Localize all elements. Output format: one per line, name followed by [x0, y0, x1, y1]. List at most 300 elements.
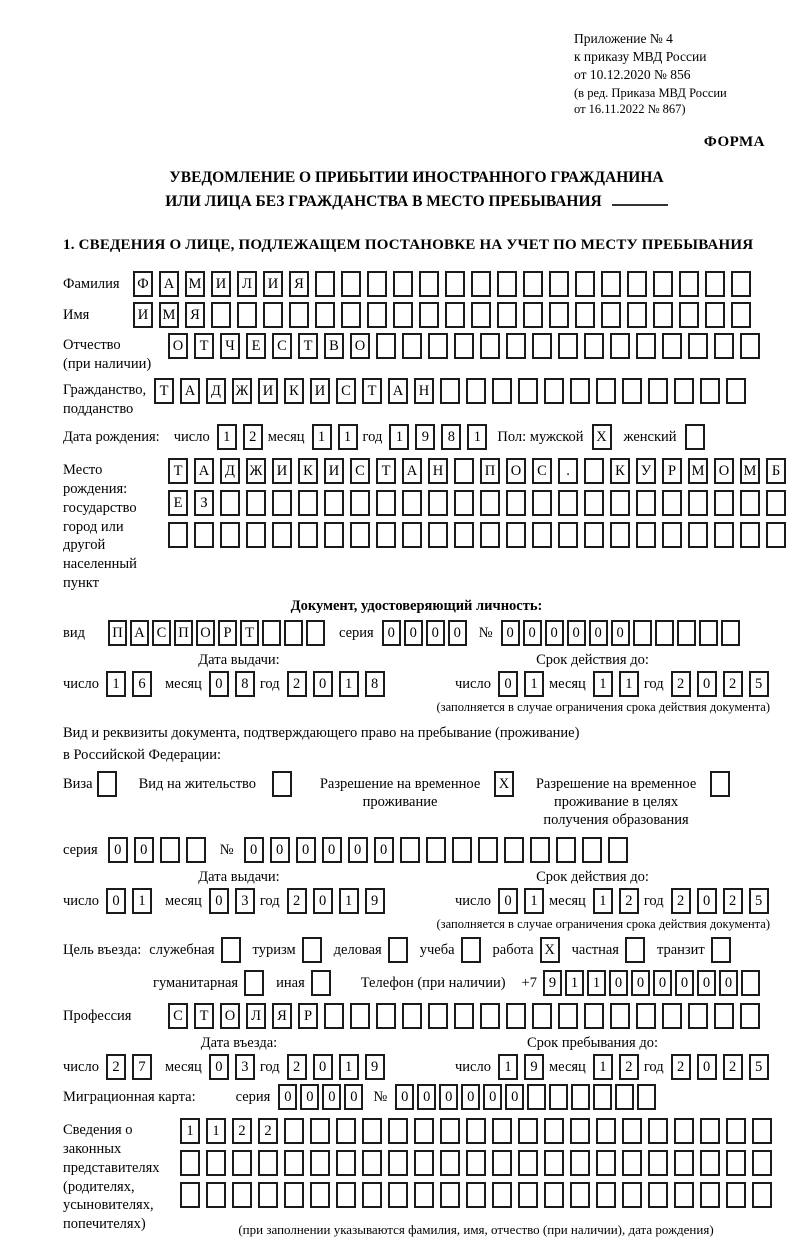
char-cell[interactable]: [480, 1003, 500, 1029]
char-cell[interactable]: С: [272, 333, 292, 359]
char-cell[interactable]: Т: [298, 333, 318, 359]
char-cell[interactable]: [518, 1182, 538, 1208]
char-cell[interactable]: [544, 1118, 564, 1144]
char-cell[interactable]: [367, 271, 387, 297]
char-cell[interactable]: [454, 522, 474, 548]
purpose-study-checkbox[interactable]: [461, 937, 481, 963]
char-cell[interactable]: [471, 271, 491, 297]
char-cell[interactable]: 0: [296, 837, 316, 863]
char-cell[interactable]: [518, 1118, 538, 1144]
char-cell[interactable]: [584, 1003, 604, 1029]
char-cell[interactable]: Т: [194, 333, 214, 359]
char-cell[interactable]: 0: [501, 620, 520, 646]
char-cell[interactable]: [388, 1182, 408, 1208]
char-cell[interactable]: Е: [246, 333, 266, 359]
char-cell[interactable]: [523, 302, 543, 328]
char-cell[interactable]: 5: [749, 1054, 769, 1080]
char-cell[interactable]: [310, 1118, 330, 1144]
char-cell[interactable]: 2: [232, 1118, 252, 1144]
char-cell[interactable]: 9: [543, 970, 562, 996]
char-cell[interactable]: 0: [134, 837, 154, 863]
char-cell[interactable]: [376, 333, 396, 359]
char-cell[interactable]: [246, 522, 266, 548]
char-cell[interactable]: [766, 522, 786, 548]
char-cell[interactable]: [315, 302, 335, 328]
char-cell[interactable]: О: [714, 458, 734, 484]
purpose-tourism-checkbox[interactable]: [302, 937, 322, 963]
char-cell[interactable]: [206, 1182, 226, 1208]
char-cell[interactable]: [168, 522, 188, 548]
char-cell[interactable]: [556, 837, 576, 863]
char-cell[interactable]: [284, 1182, 304, 1208]
char-cell[interactable]: 1: [593, 888, 613, 914]
char-cell[interactable]: 0: [653, 970, 672, 996]
char-cell[interactable]: 0: [313, 671, 333, 697]
char-cell[interactable]: [714, 1003, 734, 1029]
char-cell[interactable]: [610, 333, 630, 359]
char-cell[interactable]: [428, 490, 448, 516]
char-cell[interactable]: [622, 1118, 642, 1144]
char-cell[interactable]: [636, 1003, 656, 1029]
char-cell[interactable]: [544, 1150, 564, 1176]
char-cell[interactable]: [518, 378, 538, 404]
char-cell[interactable]: [627, 302, 647, 328]
char-cell[interactable]: [544, 378, 564, 404]
char-cell[interactable]: 0: [567, 620, 586, 646]
char-cell[interactable]: С: [350, 458, 370, 484]
char-cell[interactable]: [362, 1150, 382, 1176]
char-cell[interactable]: [610, 522, 630, 548]
char-cell[interactable]: [648, 1182, 668, 1208]
char-cell[interactable]: [674, 1150, 694, 1176]
char-cell[interactable]: 0: [498, 888, 518, 914]
char-cell[interactable]: М: [740, 458, 760, 484]
char-cell[interactable]: М: [159, 302, 179, 328]
char-cell[interactable]: А: [402, 458, 422, 484]
char-cell[interactable]: [492, 1118, 512, 1144]
char-cell[interactable]: [674, 1118, 694, 1144]
char-cell[interactable]: [393, 271, 413, 297]
char-cell[interactable]: И: [133, 302, 153, 328]
char-cell[interactable]: 0: [697, 1054, 717, 1080]
char-cell[interactable]: А: [130, 620, 149, 646]
char-cell[interactable]: 0: [244, 837, 264, 863]
char-cell[interactable]: У: [636, 458, 656, 484]
char-cell[interactable]: [740, 522, 760, 548]
char-cell[interactable]: О: [506, 458, 526, 484]
char-cell[interactable]: [428, 333, 448, 359]
char-cell[interactable]: [232, 1182, 252, 1208]
char-cell[interactable]: [428, 1003, 448, 1029]
char-cell[interactable]: И: [310, 378, 330, 404]
char-cell[interactable]: 7: [132, 1054, 152, 1080]
purpose-private-checkbox[interactable]: [625, 937, 645, 963]
char-cell[interactable]: 0: [426, 620, 445, 646]
temp-residence-checkbox[interactable]: X: [494, 771, 514, 797]
char-cell[interactable]: [454, 333, 474, 359]
char-cell[interactable]: 1: [524, 671, 544, 697]
char-cell[interactable]: [180, 1150, 200, 1176]
char-cell[interactable]: [452, 837, 472, 863]
char-cell[interactable]: [336, 1150, 356, 1176]
char-cell[interactable]: П: [108, 620, 127, 646]
char-cell[interactable]: [700, 378, 720, 404]
char-cell[interactable]: [648, 1118, 668, 1144]
char-cell[interactable]: [194, 522, 214, 548]
char-cell[interactable]: С: [532, 458, 552, 484]
char-cell[interactable]: [740, 490, 760, 516]
char-cell[interactable]: [688, 1003, 708, 1029]
char-cell[interactable]: [336, 1118, 356, 1144]
char-cell[interactable]: [454, 1003, 474, 1029]
char-cell[interactable]: [376, 522, 396, 548]
char-cell[interactable]: [466, 378, 486, 404]
char-cell[interactable]: 2: [723, 888, 743, 914]
char-cell[interactable]: [582, 837, 602, 863]
char-cell[interactable]: 0: [697, 970, 716, 996]
char-cell[interactable]: [610, 490, 630, 516]
char-cell[interactable]: 0: [374, 837, 394, 863]
char-cell[interactable]: [506, 333, 526, 359]
char-cell[interactable]: 8: [365, 671, 385, 697]
char-cell[interactable]: 1: [339, 888, 359, 914]
char-cell[interactable]: И: [263, 271, 283, 297]
char-cell[interactable]: 5: [749, 888, 769, 914]
char-cell[interactable]: [636, 490, 656, 516]
char-cell[interactable]: [523, 271, 543, 297]
char-cell[interactable]: [419, 302, 439, 328]
char-cell[interactable]: [298, 490, 318, 516]
char-cell[interactable]: [558, 490, 578, 516]
char-cell[interactable]: [596, 1150, 616, 1176]
char-cell[interactable]: [220, 490, 240, 516]
char-cell[interactable]: [740, 333, 760, 359]
char-cell[interactable]: [622, 1150, 642, 1176]
char-cell[interactable]: [596, 378, 616, 404]
char-cell[interactable]: [601, 271, 621, 297]
char-cell[interactable]: [402, 490, 422, 516]
char-cell[interactable]: П: [174, 620, 193, 646]
char-cell[interactable]: [440, 378, 460, 404]
char-cell[interactable]: Т: [240, 620, 259, 646]
char-cell[interactable]: [393, 302, 413, 328]
char-cell[interactable]: 2: [619, 1054, 639, 1080]
char-cell[interactable]: 3: [235, 1054, 255, 1080]
purpose-humanitarian-checkbox[interactable]: [244, 970, 264, 996]
char-cell[interactable]: 1: [206, 1118, 226, 1144]
char-cell[interactable]: 0: [270, 837, 290, 863]
char-cell[interactable]: [766, 490, 786, 516]
char-cell[interactable]: [341, 302, 361, 328]
char-cell[interactable]: [258, 1150, 278, 1176]
char-cell[interactable]: [466, 1150, 486, 1176]
char-cell[interactable]: [558, 1003, 578, 1029]
char-cell[interactable]: [426, 837, 446, 863]
char-cell[interactable]: [740, 1003, 760, 1029]
char-cell[interactable]: [674, 1182, 694, 1208]
char-cell[interactable]: [480, 522, 500, 548]
char-cell[interactable]: [700, 1118, 720, 1144]
purpose-business-checkbox[interactable]: [388, 937, 408, 963]
char-cell[interactable]: [584, 522, 604, 548]
char-cell[interactable]: К: [284, 378, 304, 404]
char-cell[interactable]: [298, 522, 318, 548]
char-cell[interactable]: Е: [168, 490, 188, 516]
char-cell[interactable]: 9: [365, 888, 385, 914]
char-cell[interactable]: 0: [348, 837, 368, 863]
char-cell[interactable]: [721, 620, 740, 646]
char-cell[interactable]: [532, 333, 552, 359]
char-cell[interactable]: Р: [298, 1003, 318, 1029]
char-cell[interactable]: 5: [749, 671, 769, 697]
temp-residence-education-checkbox[interactable]: [710, 771, 730, 797]
char-cell[interactable]: 0: [382, 620, 401, 646]
char-cell[interactable]: 2: [258, 1118, 278, 1144]
char-cell[interactable]: [324, 522, 344, 548]
char-cell[interactable]: [700, 1150, 720, 1176]
char-cell[interactable]: Р: [218, 620, 237, 646]
char-cell[interactable]: 2: [106, 1054, 126, 1080]
char-cell[interactable]: [596, 1182, 616, 1208]
char-cell[interactable]: П: [480, 458, 500, 484]
char-cell[interactable]: [615, 1084, 634, 1110]
char-cell[interactable]: Б: [766, 458, 786, 484]
char-cell[interactable]: [752, 1150, 772, 1176]
char-cell[interactable]: [549, 1084, 568, 1110]
char-cell[interactable]: [570, 1182, 590, 1208]
char-cell[interactable]: 2: [287, 671, 307, 697]
char-cell[interactable]: [388, 1150, 408, 1176]
char-cell[interactable]: [637, 1084, 656, 1110]
char-cell[interactable]: 0: [209, 671, 229, 697]
char-cell[interactable]: М: [688, 458, 708, 484]
char-cell[interactable]: Я: [289, 271, 309, 297]
char-cell[interactable]: [726, 1118, 746, 1144]
char-cell[interactable]: [518, 1150, 538, 1176]
char-cell[interactable]: 1: [498, 1054, 518, 1080]
char-cell[interactable]: 0: [505, 1084, 524, 1110]
char-cell[interactable]: 2: [243, 424, 263, 450]
char-cell[interactable]: [655, 620, 674, 646]
char-cell[interactable]: Я: [272, 1003, 292, 1029]
char-cell[interactable]: [549, 302, 569, 328]
char-cell[interactable]: [388, 1118, 408, 1144]
char-cell[interactable]: 0: [523, 620, 542, 646]
char-cell[interactable]: 2: [671, 671, 691, 697]
purpose-other-checkbox[interactable]: [311, 970, 331, 996]
char-cell[interactable]: 1: [565, 970, 584, 996]
char-cell[interactable]: [237, 302, 257, 328]
char-cell[interactable]: [428, 522, 448, 548]
char-cell[interactable]: 0: [313, 1054, 333, 1080]
char-cell[interactable]: И: [272, 458, 292, 484]
char-cell[interactable]: 1: [339, 671, 359, 697]
char-cell[interactable]: [752, 1118, 772, 1144]
char-cell[interactable]: 2: [671, 1054, 691, 1080]
char-cell[interactable]: [648, 378, 668, 404]
char-cell[interactable]: Ф: [133, 271, 153, 297]
char-cell[interactable]: [186, 837, 206, 863]
char-cell[interactable]: [478, 837, 498, 863]
char-cell[interactable]: [272, 490, 292, 516]
char-cell[interactable]: [440, 1182, 460, 1208]
char-cell[interactable]: [376, 1003, 396, 1029]
char-cell[interactable]: [180, 1182, 200, 1208]
char-cell[interactable]: [376, 490, 396, 516]
char-cell[interactable]: 0: [439, 1084, 458, 1110]
char-cell[interactable]: 0: [448, 620, 467, 646]
residence-permit-checkbox[interactable]: [272, 771, 292, 797]
char-cell[interactable]: [402, 333, 422, 359]
char-cell[interactable]: 1: [587, 970, 606, 996]
char-cell[interactable]: [662, 522, 682, 548]
char-cell[interactable]: [705, 302, 725, 328]
char-cell[interactable]: [527, 1084, 546, 1110]
char-cell[interactable]: [306, 620, 325, 646]
char-cell[interactable]: [402, 522, 422, 548]
char-cell[interactable]: [324, 490, 344, 516]
char-cell[interactable]: [492, 1182, 512, 1208]
char-cell[interactable]: [284, 620, 303, 646]
char-cell[interactable]: [726, 1182, 746, 1208]
char-cell[interactable]: [544, 1182, 564, 1208]
char-cell[interactable]: 0: [322, 837, 342, 863]
char-cell[interactable]: [289, 302, 309, 328]
char-cell[interactable]: [532, 522, 552, 548]
char-cell[interactable]: А: [194, 458, 214, 484]
char-cell[interactable]: [506, 490, 526, 516]
char-cell[interactable]: [653, 302, 673, 328]
char-cell[interactable]: [677, 620, 696, 646]
char-cell[interactable]: [350, 490, 370, 516]
char-cell[interactable]: 0: [344, 1084, 363, 1110]
char-cell[interactable]: [700, 1182, 720, 1208]
char-cell[interactable]: [206, 1150, 226, 1176]
char-cell[interactable]: 0: [108, 837, 128, 863]
char-cell[interactable]: [558, 522, 578, 548]
char-cell[interactable]: [480, 333, 500, 359]
char-cell[interactable]: [232, 1150, 252, 1176]
char-cell[interactable]: [480, 490, 500, 516]
char-cell[interactable]: М: [185, 271, 205, 297]
char-cell[interactable]: [160, 837, 180, 863]
char-cell[interactable]: О: [350, 333, 370, 359]
char-cell[interactable]: Н: [428, 458, 448, 484]
char-cell[interactable]: С: [152, 620, 171, 646]
char-cell[interactable]: 0: [313, 888, 333, 914]
char-cell[interactable]: [492, 378, 512, 404]
purpose-work-checkbox[interactable]: X: [540, 937, 560, 963]
char-cell[interactable]: Р: [662, 458, 682, 484]
char-cell[interactable]: [362, 1118, 382, 1144]
char-cell[interactable]: [284, 1150, 304, 1176]
char-cell[interactable]: Я: [185, 302, 205, 328]
char-cell[interactable]: [466, 1118, 486, 1144]
char-cell[interactable]: 6: [132, 671, 152, 697]
char-cell[interactable]: О: [168, 333, 188, 359]
char-cell[interactable]: [315, 271, 335, 297]
char-cell[interactable]: [350, 522, 370, 548]
char-cell[interactable]: [714, 490, 734, 516]
char-cell[interactable]: 9: [365, 1054, 385, 1080]
char-cell[interactable]: [263, 302, 283, 328]
char-cell[interactable]: О: [220, 1003, 240, 1029]
char-cell[interactable]: [570, 1150, 590, 1176]
char-cell[interactable]: 2: [723, 1054, 743, 1080]
female-checkbox[interactable]: [685, 424, 705, 450]
char-cell[interactable]: [584, 333, 604, 359]
char-cell[interactable]: [402, 1003, 422, 1029]
char-cell[interactable]: [731, 302, 751, 328]
char-cell[interactable]: [492, 1150, 512, 1176]
char-cell[interactable]: 1: [389, 424, 409, 450]
char-cell[interactable]: Л: [237, 271, 257, 297]
char-cell[interactable]: [731, 271, 751, 297]
char-cell[interactable]: [575, 302, 595, 328]
char-cell[interactable]: [570, 378, 590, 404]
char-cell[interactable]: Ч: [220, 333, 240, 359]
char-cell[interactable]: [466, 1182, 486, 1208]
char-cell[interactable]: Н: [414, 378, 434, 404]
char-cell[interactable]: [714, 333, 734, 359]
char-cell[interactable]: С: [336, 378, 356, 404]
char-cell[interactable]: [662, 490, 682, 516]
char-cell[interactable]: И: [211, 271, 231, 297]
char-cell[interactable]: 0: [209, 1054, 229, 1080]
char-cell[interactable]: [454, 490, 474, 516]
char-cell[interactable]: [636, 333, 656, 359]
char-cell[interactable]: [610, 1003, 630, 1029]
char-cell[interactable]: [622, 1182, 642, 1208]
char-cell[interactable]: Т: [376, 458, 396, 484]
male-checkbox[interactable]: X: [592, 424, 612, 450]
char-cell[interactable]: [688, 333, 708, 359]
char-cell[interactable]: [648, 1150, 668, 1176]
char-cell[interactable]: [596, 1118, 616, 1144]
char-cell[interactable]: 0: [322, 1084, 341, 1110]
char-cell[interactable]: Ж: [246, 458, 266, 484]
char-cell[interactable]: 0: [498, 671, 518, 697]
char-cell[interactable]: З: [194, 490, 214, 516]
char-cell[interactable]: [454, 458, 474, 484]
char-cell[interactable]: 0: [209, 888, 229, 914]
char-cell[interactable]: [272, 522, 292, 548]
char-cell[interactable]: [497, 271, 517, 297]
char-cell[interactable]: [310, 1150, 330, 1176]
char-cell[interactable]: 1: [524, 888, 544, 914]
char-cell[interactable]: 1: [180, 1118, 200, 1144]
char-cell[interactable]: [679, 271, 699, 297]
char-cell[interactable]: [445, 302, 465, 328]
char-cell[interactable]: 1: [339, 1054, 359, 1080]
char-cell[interactable]: 1: [467, 424, 487, 450]
char-cell[interactable]: [688, 522, 708, 548]
char-cell[interactable]: К: [610, 458, 630, 484]
char-cell[interactable]: [575, 271, 595, 297]
char-cell[interactable]: 0: [719, 970, 738, 996]
char-cell[interactable]: [262, 620, 281, 646]
char-cell[interactable]: [741, 970, 760, 996]
char-cell[interactable]: [532, 1003, 552, 1029]
char-cell[interactable]: [497, 302, 517, 328]
char-cell[interactable]: 9: [524, 1054, 544, 1080]
char-cell[interactable]: 0: [609, 970, 628, 996]
char-cell[interactable]: [593, 1084, 612, 1110]
char-cell[interactable]: [636, 522, 656, 548]
char-cell[interactable]: [310, 1182, 330, 1208]
char-cell[interactable]: К: [298, 458, 318, 484]
char-cell[interactable]: 2: [723, 671, 743, 697]
